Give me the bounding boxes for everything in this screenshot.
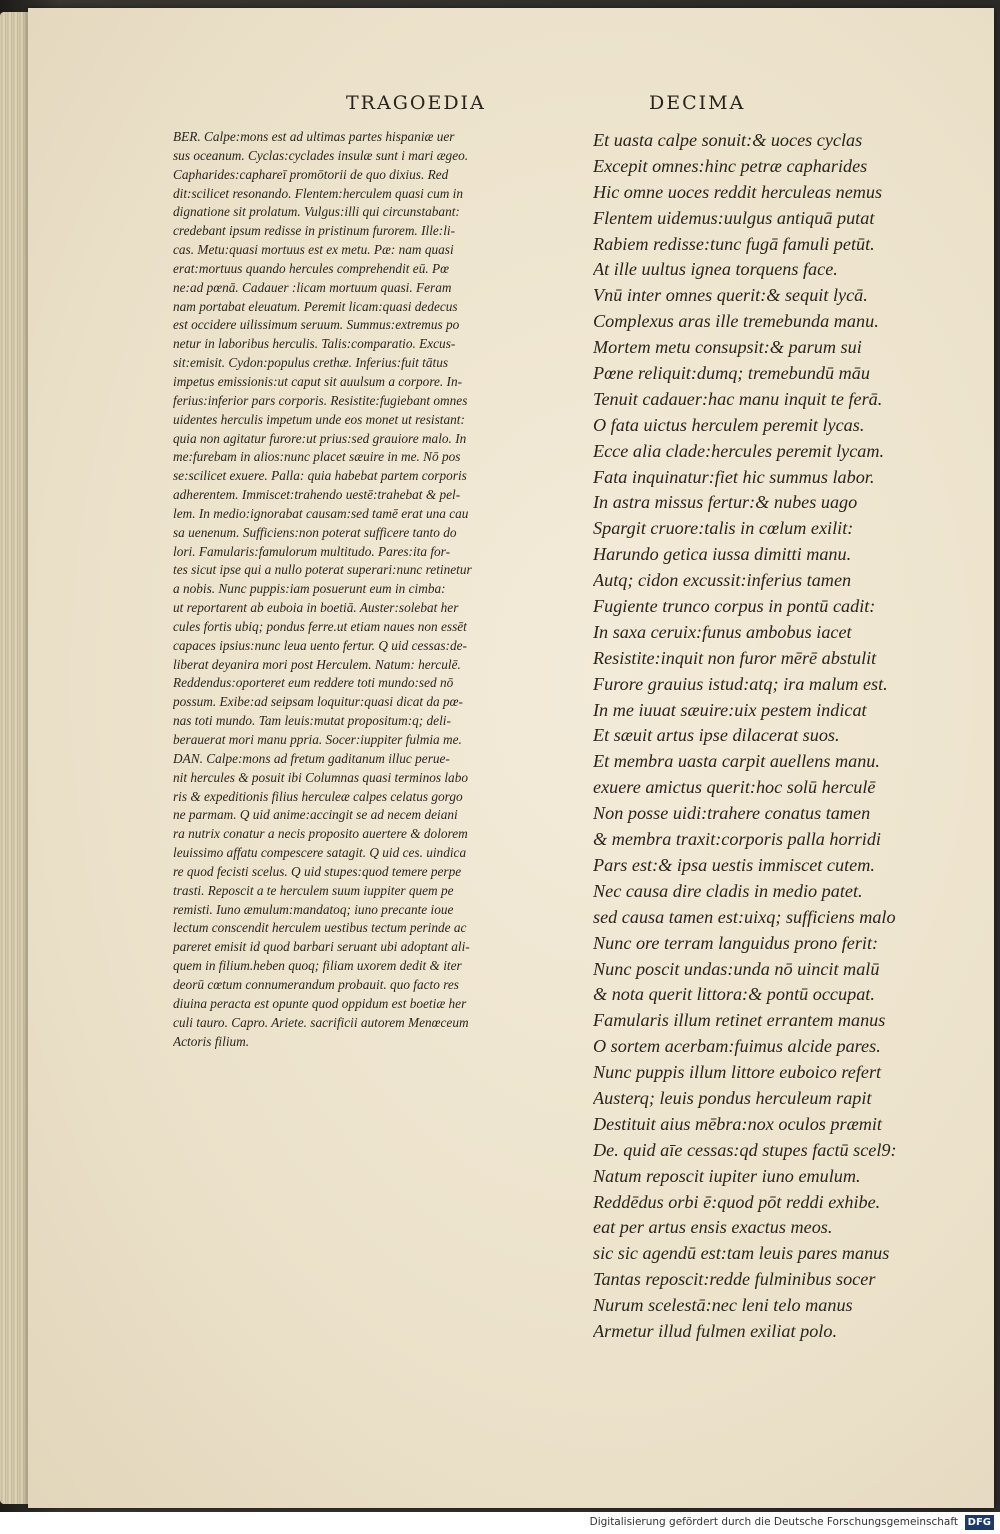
running-head-left: TRAGOEDIA — [346, 92, 486, 114]
commentary-line: nit hercules & posuit ibi Columnas quasi terminos labo — [173, 769, 468, 785]
verse-line: Flentem uidemus:uulgus antiquā putat — [593, 207, 875, 228]
verse-line: Vnū inter omnes querit:& sequit lycā. — [593, 285, 868, 306]
commentary-column — [173, 128, 588, 1051]
verse-line: Armetur illud fulmen exiliat polo. — [593, 1320, 837, 1341]
verse-line: Nunc ore terram languidus prono ferit: — [593, 932, 879, 953]
verse-line: Tenuit cadauer:hac manu inquit te ferā. — [593, 388, 883, 409]
commentary-line: quem in filium.heben quoq; filiam uxorem dedit & iter — [173, 958, 462, 974]
commentary-line: quia non agitatur furore:ut prius:sed grauiore malo. In — [173, 430, 467, 446]
verse-line: Resistite:inquit non furor mērē abstulit — [593, 647, 877, 668]
verse-line: At ille uultus ignea torquens face. — [593, 259, 838, 280]
verse-line: Nec causa dire cladis in medio patet. — [593, 880, 863, 901]
commentary-line: re quod fecisti scelus. Q uid stupes:quod temere perpe — [173, 863, 462, 879]
verse-line: O sortem acerbam:fuimus alcide pares. — [593, 1036, 881, 1057]
commentary-line: netur in laboribus herculis. Talis:comparatio. Excus- — [173, 336, 456, 352]
verse-line: Nurum scelestā:nec leni telo manus — [593, 1295, 853, 1316]
commentary-line: dit:scilicet resonando. Flentem:herculem quasi cum in — [173, 185, 463, 201]
verse-line: Famularis illum retinet errantem manus — [593, 1010, 886, 1031]
commentary-line: leuissimo affatu compescere satagit. Q uid ces. uindica — [173, 845, 467, 861]
verse-line: Ecce alia clade:hercules peremit lycam. — [593, 440, 885, 461]
verse-line: Mortem metu consupsit:& parum sui — [593, 337, 862, 358]
commentary-line: dignatione sit prolatum. Vulgus:illi qui circunstabant: — [173, 204, 460, 220]
commentary-line: DAN. Calpe:mons ad fretum gaditanum illuc perue- — [173, 750, 450, 766]
commentary-line: a nobis. Nunc puppis:iam posuerunt eum in cimba: — [173, 581, 446, 597]
commentary-line: tes sicut ipse qui a nullo poterat superari:nunc retinetur — [173, 562, 472, 578]
commentary-line: me:furebam in alios:nunc placet sæuire in me. Nō pos — [173, 449, 461, 465]
verse-line: Fata inquinatur:fiet hic summus labor. — [593, 466, 875, 487]
commentary-line: possum. Exibe:ad seipsam loquitur:quasi dicat da pœ- — [173, 694, 463, 710]
verse-line: Pœne reliquit:dumq; tremebundū māu — [593, 363, 870, 384]
verse-line: exuere amictus querit:hoc solū herculē — [593, 777, 876, 798]
commentary-line: culi tauro. Capro. Ariete. sacrificii autorem Menœceum — [173, 1014, 469, 1030]
commentary-line: sit:emisit. Cydon:populus crethæ. Inferius:fuit tātus — [173, 355, 449, 371]
verse-line: Reddēdus orbi ē:quod pōt reddi exhibe. — [593, 1191, 881, 1212]
verse-line: sed causa tamen est:uixq; sufficiens malo — [593, 906, 896, 927]
commentary-line: lectum conscendit herculem uestibus tectum perinde ac — [173, 920, 467, 936]
verse-line: sic sic agendū est:tam leuis pares manus — [593, 1243, 890, 1264]
commentary-line: credebant ipsum redisse in pristinum furorem. Ille:li- — [173, 223, 456, 239]
verse-line: Austerq; leuis pondus herculeum rapit — [593, 1087, 872, 1108]
verse-line: Non posse uidi:trahere conatus tamen — [593, 803, 871, 824]
commentary-line: sa uenenum. Sufficiens:non poterat sufficere tanto do — [173, 524, 457, 540]
commentary-line: Actoris filium. — [173, 1033, 250, 1049]
verse-line: Natum reposcit iupiter iuno emulum. — [593, 1165, 861, 1186]
commentary-line: ne:ad pœnā. Cadauer :licam mortuum quasi. Feram — [173, 279, 452, 295]
commentary-line: se:scilicet exuere. Palla: quia habebat partem corporis — [173, 468, 467, 484]
commentary-line: sus oceanum. Cyclas:cyclades insulæ sunt i mari ægeo. — [173, 147, 469, 163]
verse-line: Autq; cidon excussit:inferius tamen — [593, 570, 852, 591]
verse-line: Et membra uasta carpit auellens manu. — [593, 751, 880, 772]
verse-line: De. quid aīe cessas:qd stupes factū scel9: — [593, 1139, 897, 1160]
verse-line: & membra traxit:corporis palla horridi — [593, 829, 881, 850]
commentary-line: ne parmam. Q uid anime:accingit se ad necem deiani — [173, 807, 458, 823]
commentary-line: nas toti mundo. Tam leuis:mutat propositum:q; deli- — [173, 713, 451, 729]
commentary-line: liberat deyanira mori post Herculem. Natum: herculē. — [173, 656, 461, 672]
commentary-line: cas. Metu:quasi mortuus est ex metu. Pæ: nam quasi — [173, 242, 454, 258]
show-through-text — [976, 88, 1000, 1188]
commentary-line: lem. In medio:ignorabat causam:sed tamē erat una cau — [173, 505, 469, 521]
verse-line: Hic omne uoces reddit herculeas nemus — [593, 181, 883, 202]
commentary-line: deorū cœtum connumerandum probauit. quo facto res — [173, 976, 459, 992]
commentary-line: BER. Calpe:mons est ad ultimas partes hispaniæ uer — [173, 129, 455, 144]
verse-line: In saxa ceruix:funus ambobus iacet — [593, 621, 852, 642]
commentary-line: uidentes herculis impetum unde eos monet ut resistant: — [173, 411, 465, 427]
commentary-line: cules fortis ubiq; pondus ferre.ut etiam naues non essēt — [173, 618, 467, 634]
verse-line: Et sæuit artus ipse dilacerat suos. — [593, 725, 840, 746]
commentary-line: ra nutrix conatur a necis proposito auertere & dolorem — [173, 826, 468, 842]
verse-line: Nunc puppis illum littore euboico refert — [593, 1062, 882, 1083]
commentary-line: capaces ipsius:nunc leua uento fertur. Q uid cessas:de- — [173, 637, 467, 653]
verse-line: Complexus aras ille tremebunda manu. — [593, 311, 879, 332]
verse-column — [593, 128, 943, 1345]
funding-note: Digitalisierung gefördert durch die Deutsche Forschungsgemeinschaft — [589, 1516, 958, 1528]
verse-line: O fata uictus herculem peremit lycas. — [593, 414, 865, 435]
commentary-line: trasti. Reposcit a te herculem suum iuppiter quem pe — [173, 882, 454, 898]
verse-line: Excepit omnes:hinc petræ capharides — [593, 155, 868, 176]
verse-line: Furore grauius istud:atq; ira malum est. — [593, 673, 888, 694]
commentary-line: nam portabat eleuatum. Peremit licam:quasi dedecus — [173, 298, 458, 314]
commentary-line: ris & expeditionis filius herculeæ calpes celatus gorgo — [173, 788, 463, 804]
verse-line: Harundo getica iussa dimitti manu. — [593, 544, 852, 565]
commentary-line: Reddendus:oporteret eum reddere toti mundo:sed nō — [173, 675, 454, 691]
dfg-logo: DFG — [965, 1515, 994, 1530]
commentary-line: diuina peracta est opunte quod oppidum est boetiæ her — [173, 995, 467, 1011]
verse-line: Destituit aius mēbra:nox oculos præmit — [593, 1113, 882, 1134]
verse-line: Et uasta calpe sonuit:& uoces cyclas — [593, 130, 863, 150]
commentary-line: impetus emissionis:ut caput sit auulsum a corpore. In- — [173, 373, 463, 389]
commentary-line: adherentem. Immiscet:trahendo uestē:trahebat & pel- — [173, 487, 461, 503]
verse-line: Tantas reposcit:redde fulminibus socer — [593, 1269, 876, 1290]
commentary-line: Capharides:caphareī promōtorii de quo dixius. Red — [173, 166, 449, 182]
commentary-line: est occidere uilissimum seruum. Summus:extremus po — [173, 317, 460, 333]
verse-line: eat per artus ensis exactus meos. — [593, 1217, 833, 1238]
verse-line: Pars est:& ipsa uestis immiscet cutem. — [593, 854, 875, 875]
commentary-line: berauerat mori manu ppria. Socer:iuppiter fulmia me. — [173, 732, 462, 747]
verse-line: In astra missus fertur:& nubes uago — [593, 492, 858, 513]
verse-line: & nota querit littora:& pontū occupat. — [593, 984, 875, 1005]
commentary-line: ferius:inferior pars corporis. Resistite:fugiebant omnes — [173, 392, 468, 408]
verse-line: Nunc poscit undas:unda nō uincit malū — [593, 958, 880, 979]
commentary-line: lori. Famularis:famulorum multitudo. Pares:ita for- — [173, 543, 451, 559]
verse-line: Fugiente trunco corpus in pontū cadit: — [593, 596, 876, 617]
commentary-line: remisti. Iuno æmulum:mandatoq; iuno precante ioue — [173, 901, 454, 917]
verse-line: Spargit cruore:talis in cœlum exilit: — [593, 518, 854, 539]
running-head-right: DECIMA — [649, 92, 746, 114]
commentary-line: pareret emisit id quod barbari seruant ubi adoptant ali- — [173, 939, 470, 955]
commentary-line: ut reportarent ab euboia in boetiā. Auster:solebat her — [173, 600, 459, 616]
commentary-line: erat:mortuus quando hercules comprehendit eū. Pœ — [173, 260, 449, 276]
verse-line: Rabiem redisse:tunc fugā famuli petūt. — [593, 233, 875, 254]
verse-line: In me iuuat sæuire:uix pestem indicat — [593, 699, 867, 720]
